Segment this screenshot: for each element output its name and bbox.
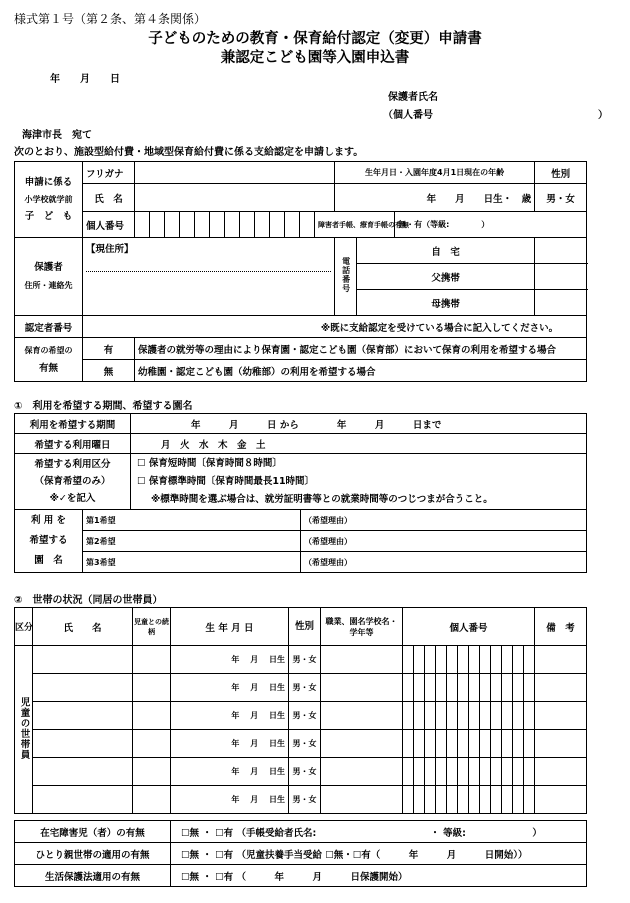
short-time-checkbox[interactable]: ☐ 保育短時間〔保育時間８時間〕 (137, 457, 282, 469)
personal-no-header: 個人番号 (403, 608, 535, 646)
mother-phone-label: 母携帯 (357, 290, 535, 316)
wish-no-text: 幼稚園・認定こども園（幼稚部）の利用を希望する場合 (135, 360, 587, 382)
member-no-digit[interactable] (469, 786, 480, 814)
household-row (15, 758, 587, 786)
member-no-digit[interactable] (447, 674, 458, 702)
single-parent-label: ひとり親世帯の適用の有無 (15, 843, 171, 865)
household-row (15, 786, 587, 814)
member-no-digit[interactable] (447, 730, 458, 758)
member-name-input[interactable] (33, 674, 133, 702)
wish-label-2: 有無 (38, 362, 58, 374)
member-name-input[interactable] (33, 730, 133, 758)
household-row (15, 674, 587, 702)
member-job-input[interactable] (321, 674, 403, 702)
household-row-label (15, 646, 33, 814)
member-no-digit[interactable] (425, 786, 436, 814)
addressee: 海津市長 宛て (22, 130, 92, 141)
member-no-digit[interactable] (524, 786, 535, 814)
guardian-label (15, 238, 83, 316)
member-birth-value[interactable]: 年 月 日生 (171, 674, 289, 702)
member-no-digit[interactable] (436, 646, 447, 674)
guardian-address[interactable] (83, 238, 335, 316)
household-row-label-text: 児童の世帯員 (18, 696, 30, 760)
cert-no-label: 認定者番号 (15, 316, 83, 338)
member-no-digit[interactable] (403, 730, 414, 758)
member-no-digit[interactable] (403, 702, 414, 730)
household-row (15, 646, 587, 674)
member-birth-value[interactable]: 年 月 日生 (171, 758, 289, 786)
member-remarks-input[interactable] (535, 730, 587, 758)
child-no-digit[interactable] (300, 212, 315, 238)
member-no-digit[interactable] (425, 758, 436, 786)
child-group-label-3: 子 ど も (24, 211, 73, 222)
footer-table (14, 820, 587, 887)
member-no-digit[interactable] (403, 646, 414, 674)
child-group-label-2: 小学校就学前 (24, 195, 73, 204)
member-no-digit[interactable] (513, 702, 524, 730)
member-no-digit[interactable] (469, 646, 480, 674)
member-no-digit[interactable] (458, 674, 469, 702)
member-birth-value[interactable]: 年 月 日生 (171, 702, 289, 730)
member-sex-value[interactable]: 男・女 (289, 646, 321, 674)
member-no-digit[interactable] (458, 786, 469, 814)
member-sex-value[interactable]: 男・女 (289, 730, 321, 758)
child-no-digit[interactable] (165, 212, 180, 238)
child-group-label-1: 申請に係る (24, 177, 73, 188)
member-no-digit[interactable] (524, 730, 535, 758)
welfare-value[interactable]: ☐無 ・ ☐有 （ 年 月 日保護開始） (171, 865, 587, 887)
member-remarks-input[interactable] (535, 702, 587, 730)
member-no-digit[interactable] (502, 702, 513, 730)
type-note: ※標準時間を選ぶ場合は、就労証明書等との就業時間等のつじつまが合うこと。 (151, 493, 493, 505)
member-job-input[interactable] (321, 758, 403, 786)
name-header: 氏 名 (33, 608, 133, 646)
member-job-input[interactable] (321, 786, 403, 814)
member-no-digit[interactable] (403, 758, 414, 786)
member-no-digit[interactable] (480, 758, 491, 786)
member-no-digit[interactable] (491, 702, 502, 730)
child-no-digit[interactable] (225, 212, 240, 238)
member-no-digit[interactable] (491, 674, 502, 702)
guardian-personal-no-label: （個人番号 (383, 110, 433, 121)
member-no-digit[interactable] (524, 702, 535, 730)
guardian-label-2: 住所・連絡先 (24, 280, 73, 290)
type-label (15, 454, 131, 510)
member-name-input[interactable] (33, 646, 133, 674)
member-relation-input[interactable] (133, 646, 171, 674)
sex-header: 性別 (535, 162, 587, 184)
father-phone-input[interactable] (535, 264, 587, 290)
member-no-digit[interactable] (458, 730, 469, 758)
section1-table (14, 413, 587, 573)
member-no-digit[interactable] (414, 646, 425, 674)
phone-label-text: 電話番号 (341, 257, 351, 293)
type-options (131, 454, 587, 510)
relation-header: 児童との続柄 (133, 608, 171, 646)
type-label-2: （保育希望のみ） (34, 476, 111, 487)
member-no-digit[interactable] (480, 730, 491, 758)
member-remarks-input[interactable] (535, 646, 587, 674)
phone-label (335, 238, 357, 316)
disability-value[interactable]: 無・有（等級: ） (395, 212, 587, 238)
wish-yes-text: 保護者の就労等の理由により保育園・認定こども園（保育部）において保育の利用を希望する場合 (135, 338, 587, 360)
member-no-digit[interactable] (513, 758, 524, 786)
member-job-input[interactable] (321, 646, 403, 674)
child-no-digit[interactable] (285, 212, 300, 238)
choice-3-reason[interactable]: （希望理由） (301, 552, 587, 573)
member-relation-input[interactable] (133, 730, 171, 758)
child-no-digit[interactable] (195, 212, 210, 238)
member-no-digit[interactable] (414, 786, 425, 814)
member-job-input[interactable] (321, 730, 403, 758)
member-no-digit[interactable] (524, 646, 535, 674)
period-label: 利用を希望する期間 (15, 414, 131, 434)
child-name-input[interactable] (135, 184, 335, 212)
guardian-address-label: 【現住所】 (86, 244, 134, 255)
member-no-digit[interactable] (447, 758, 458, 786)
member-birth-value[interactable]: 年 月 日生 (171, 646, 289, 674)
member-no-digit[interactable] (447, 702, 458, 730)
member-no-digit[interactable] (502, 646, 513, 674)
wish-label (15, 338, 83, 382)
member-no-digit[interactable] (403, 674, 414, 702)
mother-phone-input[interactable] (535, 290, 587, 316)
member-no-digit[interactable] (513, 730, 524, 758)
household-row (15, 730, 587, 758)
member-no-digit[interactable] (469, 702, 480, 730)
welfare-label: 生活保護法適用の有無 (15, 865, 171, 887)
member-no-digit[interactable] (502, 730, 513, 758)
cert-note: ※既に支給認定を受けている場合に記入してください。 (320, 322, 559, 334)
member-no-digit[interactable] (436, 730, 447, 758)
cert-no-input[interactable] (83, 316, 587, 338)
type-label-1: 希望する利用区分 (34, 459, 111, 470)
child-personal-no-label: 個人番号 (83, 212, 135, 238)
member-no-digit[interactable] (491, 730, 502, 758)
member-no-digit[interactable] (513, 786, 524, 814)
member-no-digit[interactable] (436, 702, 447, 730)
child-no-digit[interactable] (135, 212, 150, 238)
school-label (15, 510, 83, 573)
standard-time-checkbox[interactable]: ☐ 保育標準時間〔保育時間最長11時間〕 (137, 475, 315, 487)
member-no-digit[interactable] (480, 786, 491, 814)
member-no-digit[interactable] (524, 674, 535, 702)
section2-title: ② 世帯の状況（同居の世帯員） (14, 595, 163, 606)
wish-label-1: 保育の希望の (24, 345, 73, 355)
type-label-3: ※✓を記入 (49, 493, 96, 504)
member-no-digit[interactable] (414, 730, 425, 758)
member-no-digit[interactable] (502, 758, 513, 786)
applicant-table (14, 161, 587, 382)
member-no-digit[interactable] (502, 674, 513, 702)
section1-title: ① 利用を希望する期間、希望する園名 (14, 401, 193, 412)
household-row (15, 702, 587, 730)
child-no-digit[interactable] (210, 212, 225, 238)
member-no-digit[interactable] (491, 646, 502, 674)
household-table (14, 607, 587, 814)
member-no-digit[interactable] (436, 786, 447, 814)
member-no-digit[interactable] (480, 674, 491, 702)
child-name-label: 氏 名 (83, 184, 135, 212)
choice-2-reason[interactable]: （希望理由） (301, 531, 587, 552)
member-no-digit[interactable] (491, 758, 502, 786)
school-label-3: 園 名 (34, 555, 63, 566)
school-label-1: 利 用 を (30, 515, 67, 526)
job-header: 職業、園名学校名・学年等 (321, 608, 403, 646)
child-sex-value[interactable]: 男・女 (535, 184, 587, 212)
address-divider (86, 271, 331, 272)
form-subtitle: 兼認定こども園等入園申込書 (220, 50, 410, 66)
member-no-digit[interactable] (469, 758, 480, 786)
member-relation-input[interactable] (133, 674, 171, 702)
child-no-digit[interactable] (150, 212, 165, 238)
child-no-digit[interactable] (255, 212, 270, 238)
member-name-input[interactable] (33, 758, 133, 786)
guardian-label-1: 保護者 (34, 261, 63, 273)
disabled-member-label: 在宅障害児（者）の有無 (15, 821, 171, 843)
member-relation-input[interactable] (133, 758, 171, 786)
member-no-digit[interactable] (502, 786, 513, 814)
member-remarks-input[interactable] (535, 786, 587, 814)
member-name-input[interactable] (33, 702, 133, 730)
member-remarks-input[interactable] (535, 758, 587, 786)
member-no-digit[interactable] (414, 702, 425, 730)
member-sex-value[interactable]: 男・女 (289, 786, 321, 814)
choice-1-reason[interactable]: （希望理由） (301, 510, 587, 531)
home-phone-input[interactable] (535, 238, 587, 264)
child-birth-value[interactable]: 年 月 日生・ 歳 (335, 184, 535, 212)
choice-1[interactable]: 第1希望 (83, 510, 301, 531)
child-no-digit[interactable] (270, 212, 285, 238)
member-birth-value[interactable]: 年 月 日生 (171, 730, 289, 758)
guardian-name-label: 保護者氏名 (388, 92, 438, 103)
member-no-digit[interactable] (513, 646, 524, 674)
member-no-digit[interactable] (524, 758, 535, 786)
member-no-digit[interactable] (436, 674, 447, 702)
intro-text: 次のとおり、施設型給付費・地域型保育給付費に係る支給認定を申請します。 (14, 147, 364, 158)
wish-no-option[interactable]: 無 (83, 360, 135, 382)
member-no-digit[interactable] (425, 646, 436, 674)
member-no-digit[interactable] (458, 646, 469, 674)
disabled-member-value[interactable]: ☐無 ・ ☐有 （手帳受給者氏名: ・ 等級: ） (171, 821, 587, 843)
choice-2[interactable]: 第2希望 (83, 531, 301, 552)
member-no-digit[interactable] (447, 786, 458, 814)
days-value[interactable]: 月 火 水 木 金 土 (131, 434, 587, 454)
member-relation-input[interactable] (133, 786, 171, 814)
school-label-2: 希望する (29, 535, 68, 546)
member-no-digit[interactable] (469, 674, 480, 702)
member-remarks-input[interactable] (535, 674, 587, 702)
member-relation-input[interactable] (133, 702, 171, 730)
furigana-input[interactable] (135, 162, 335, 184)
choice-3[interactable]: 第3希望 (83, 552, 301, 573)
member-no-digit[interactable] (447, 646, 458, 674)
member-no-digit[interactable] (458, 758, 469, 786)
child-no-digit[interactable] (240, 212, 255, 238)
child-group-label (15, 162, 83, 238)
period-value[interactable]: 年 月 日 から 年 月 日まで (131, 414, 587, 434)
member-name-input[interactable] (33, 786, 133, 814)
member-birth-value[interactable]: 年 月 日生 (171, 786, 289, 814)
member-no-digit[interactable] (491, 786, 502, 814)
member-no-digit[interactable] (480, 702, 491, 730)
disability-label: 障害者手帳、療育手帳の有無 (315, 212, 395, 238)
application-date[interactable]: 年 月 日 (50, 74, 120, 85)
days-label: 希望する利用曜日 (15, 434, 131, 454)
member-no-digit[interactable] (414, 758, 425, 786)
member-job-input[interactable] (321, 702, 403, 730)
member-no-digit[interactable] (436, 758, 447, 786)
member-sex-value[interactable]: 男・女 (289, 758, 321, 786)
father-phone-label: 父携帯 (357, 264, 535, 290)
birth-header2: 生 年 月 日 (171, 608, 289, 646)
member-no-digit[interactable] (425, 674, 436, 702)
member-no-digit[interactable] (469, 730, 480, 758)
member-no-digit[interactable] (425, 730, 436, 758)
remarks-header: 備 考 (535, 608, 587, 646)
sex-header2: 性別 (289, 608, 321, 646)
member-no-digit[interactable] (414, 674, 425, 702)
member-no-digit[interactable] (425, 702, 436, 730)
member-sex-value[interactable]: 男・女 (289, 702, 321, 730)
member-no-digit[interactable] (458, 702, 469, 730)
form-number: 様式第１号（第２条、第４条関係） (14, 12, 207, 26)
home-phone-label: 自 宅 (357, 238, 535, 264)
form-title: 子どものための教育・保育給付認定（変更）申請書 (148, 31, 482, 47)
member-no-digit[interactable] (403, 786, 414, 814)
member-no-digit[interactable] (513, 674, 524, 702)
guardian-personal-no-close: ） (598, 110, 608, 121)
wish-yes-option[interactable]: 有 (83, 338, 135, 360)
member-sex-value[interactable]: 男・女 (289, 674, 321, 702)
child-no-digit[interactable] (180, 212, 195, 238)
kubun-header: 区分 (15, 608, 33, 646)
member-no-digit[interactable] (480, 646, 491, 674)
furigana-label: フリガナ (83, 162, 135, 184)
single-parent-value[interactable]: ☐無 ・ ☐有 （児童扶養手当受給 ☐無・☐有（ 年 月 日開始）） (171, 843, 587, 865)
birth-header: 生年月日・入園年度4月1日現在の年齢 (335, 162, 535, 184)
